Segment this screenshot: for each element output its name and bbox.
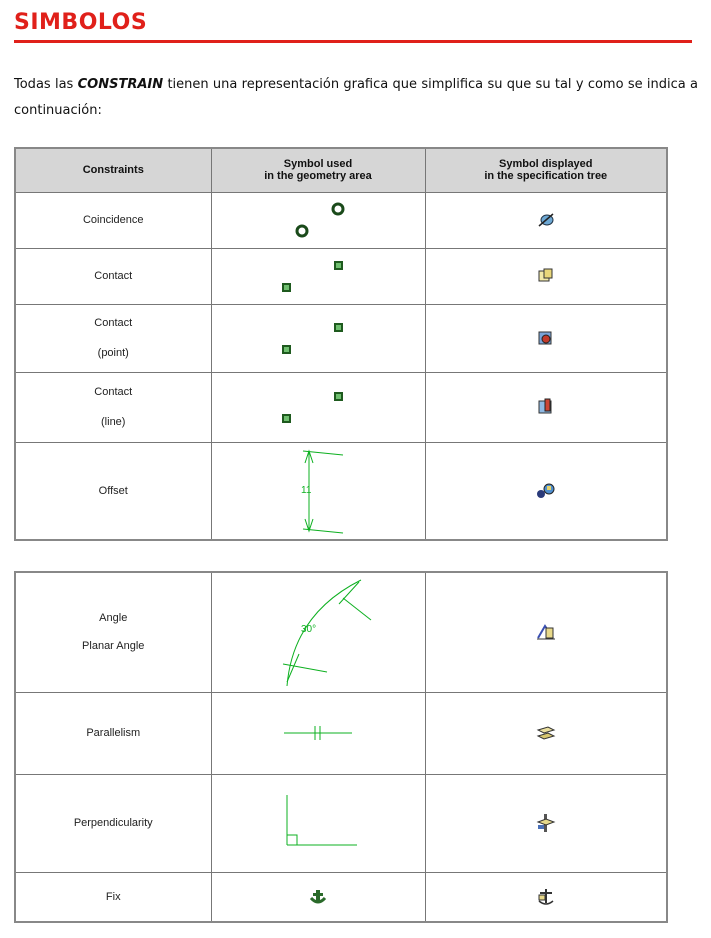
geometry-symbol: [211, 192, 425, 248]
table-row: [15, 442, 667, 540]
geometry-symbol: [211, 372, 425, 442]
perpendicular-icon: [273, 791, 363, 855]
offset-value: 11: [301, 484, 312, 496]
table-row: [15, 572, 667, 692]
constraint-name: Contact (point): [15, 304, 211, 372]
two-circles-icon: [278, 195, 358, 245]
constraint-name: Offset: [15, 442, 211, 540]
table-row: [15, 192, 667, 248]
table-row: [15, 872, 667, 922]
constraint-name: Contact: [15, 248, 211, 304]
geometry-symbol: [211, 304, 425, 372]
constraint-name: Fix: [15, 872, 211, 922]
offset-tree-icon: [535, 482, 557, 500]
two-green-squares-icon: [278, 253, 358, 299]
table-row: [15, 372, 667, 442]
table-row: [15, 304, 667, 372]
coincidence-tree-icon: [536, 211, 556, 229]
tree-symbol: [425, 192, 667, 248]
table-row: [15, 774, 667, 872]
offset-dimension-icon: [273, 445, 363, 537]
section-title-text: SIMBOLOS: [14, 10, 148, 35]
intro-paragraph: [14, 72, 698, 124]
header-constraints: Constraints: [15, 148, 211, 192]
tree-symbol: [425, 304, 667, 372]
constraints-table-2: [14, 571, 668, 923]
angle-value: 30°: [301, 624, 317, 636]
tree-symbol: [425, 248, 667, 304]
contact-tree-icon: [536, 267, 556, 285]
two-green-squares-icon: [278, 315, 358, 361]
table-header-row: [15, 148, 667, 192]
tree-symbol: [425, 572, 667, 692]
contact-point-tree-icon: [536, 329, 556, 347]
table-row: [15, 692, 667, 774]
intro-text-after: tienen una representación grafica que simplifica su que su tal y como se indica a continuación:: [14, 77, 699, 118]
header-geometry: Symbol used in the geometry area: [211, 148, 425, 192]
geometry-symbol: [211, 872, 425, 922]
geometry-symbol: [211, 692, 425, 774]
header-tree: Symbol displayed in the specification tree: [425, 148, 667, 192]
geometry-symbol: [211, 774, 425, 872]
tree-symbol: [425, 774, 667, 872]
tree-symbol: [425, 692, 667, 774]
constraint-name: Coincidence: [15, 192, 211, 248]
angle-dimension-icon: [263, 574, 373, 690]
constraints-table-1: [14, 147, 668, 541]
constraint-name: Parallelism: [15, 692, 211, 774]
two-green-squares-icon: [278, 384, 358, 430]
tree-symbol: [425, 442, 667, 540]
section-title: [14, 10, 692, 43]
geometry-symbol: [211, 248, 425, 304]
intro-keyword: CONSTRAIN: [77, 77, 164, 92]
parallel-lines-icon: [278, 723, 358, 743]
table-row: [15, 248, 667, 304]
geometry-symbol: [211, 572, 425, 692]
constraint-name: Contact (line): [15, 372, 211, 442]
parallelism-tree-icon: [536, 724, 556, 742]
constraint-name: Angle Planar Angle: [15, 572, 211, 692]
fix-tree-icon: [536, 887, 556, 907]
perpendicularity-tree-icon: [536, 813, 556, 833]
tree-symbol: [425, 872, 667, 922]
constraint-name: Perpendicularity: [15, 774, 211, 872]
geometry-symbol: [211, 442, 425, 540]
angle-tree-icon: [535, 622, 557, 642]
anchor-icon: [308, 888, 328, 906]
tree-symbol: [425, 372, 667, 442]
intro-text-before: Todas las: [14, 77, 78, 92]
contact-line-tree-icon: [536, 397, 556, 417]
